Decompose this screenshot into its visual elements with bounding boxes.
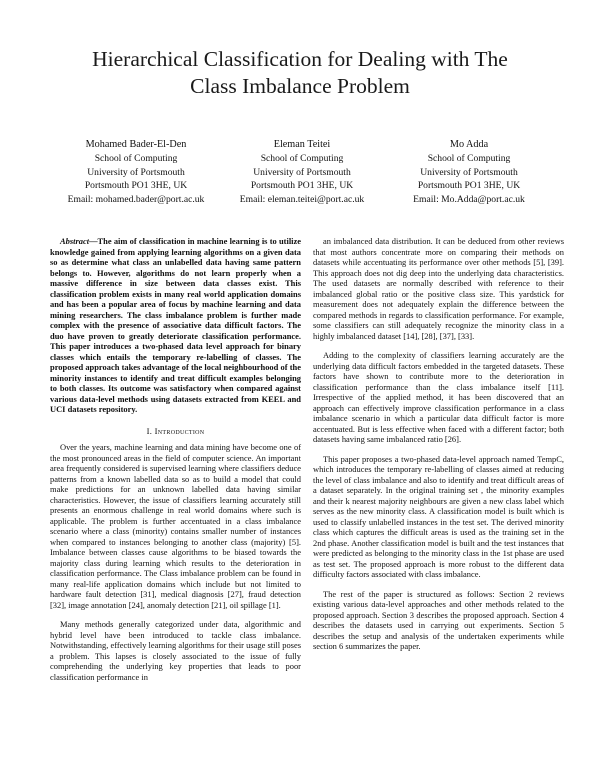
author-2 bbox=[222, 138, 382, 206]
abstract bbox=[50, 236, 301, 415]
left-column bbox=[50, 236, 301, 682]
abstract-text: —The aim of classification in machine learning is to utilize knowledge gained from applying learning algorithms on a given data so as determine what class an unlabelled data having same pattern belongs to. However, algorithms do not learn properly when a massive difference in size between data classes exist. This classification problem exists in many real world application domains and has been a popular area of focus by machine learning and data mining researchers. The class imbalance problem is further made complex with the presence of associative data difficult factors. The duo have proven to greatly deteriorate classification performance. This paper introduces a two-phased data level approach for binary classes which entails the temporary re-labelling of classes. The proposed approach takes advantage of the local neighbourhood of the minority instances to identify and treat difficult examples belonging to both classes. Its outcome was satisfactory when compared against various data-level methods using datasets extracted from KEEL and UCI datasets repository. bbox=[50, 236, 301, 414]
right-paragraph-1: an imbalanced data distribution. It can be deduced from other reviews that most authors concentrate more on comparing their methods on datasets while accentuating its performance over other methods [5], [39]. This approach does not dig deep into the underlying data characteristics. The used datasets are normally described with reference to their imbalanced global ratio or the positive class size. This yardstick for measurement does not adequately explain the difference between the compared methods in regards to classification performance. For example, some classifiers can still adequately recognize the minority class in a highly imbalanced dataset [14], [28], [37], [33]. bbox=[313, 236, 564, 341]
author-1 bbox=[36, 138, 236, 206]
right-column bbox=[313, 236, 564, 652]
author-dept: School of Computing bbox=[94, 153, 178, 165]
title-line-2: Class Imbalance Problem bbox=[190, 74, 410, 98]
section-title: Introduction bbox=[154, 425, 205, 436]
author-address: Portsmouth PO1 3HE, UK bbox=[84, 180, 188, 192]
author-dept: School of Computing bbox=[260, 153, 344, 165]
right-paragraph-4: The rest of the paper is structured as follows: Section 2 reviews existing various data-level approaches and other methods related to the proposed approach. Section 3 describes the proposed approach. Section 4 describes the datasets used in carrying out experiments. Section 5 describes the setup and analysis of the undertaken experiments while section 6 summarizes the paper. bbox=[313, 588, 564, 651]
right-paragraph-2: Adding to the complexity of classifiers learning accurately are the underlying data difficult factors embedded in the targeted datasets. These factors have shown to contribute more to the deterioration in classification performance than the class imbalance itself [11]. Irrespective of the applied method, it has been discovered that an approach can effectively improve classification performance in a class imbalance scenario in which a particular data difficult factor is more accentuated. But is less effective when faced with a different factor; both datasets having same imbalanced ratio [26]. bbox=[313, 350, 564, 444]
author-university: University of Portsmouth bbox=[420, 166, 518, 178]
paper-title bbox=[40, 46, 560, 100]
title-line-1: Hierarchical Classification for Dealing with The bbox=[92, 47, 508, 71]
author-email: Email: mohamed.bader@port.ac.uk bbox=[67, 193, 205, 205]
abstract-lead: Abstract bbox=[60, 236, 90, 246]
author-email: Email: eleman.teitei@port.ac.uk bbox=[239, 193, 365, 205]
right-paragraph-3: This paper proposes a two-phased data-level approach named TempC, which introduces the temporary re-labelling of classes aimed at reducing the level of class imbalance and also to identify and treat difficult areas of a dataset separately. In the original training set , the minority examples and their k nearest majority neighbours are given a new class label which serves as the new minority class. A classification model is built which is used to classify unlabelled instances in the test set. The derived minority class which captures the difficult areas is used as the training set in the 2nd phase. Another classification model is built and the test instances that were predicted as belonging to the minority class in the 1st phase are used as test set. The proposed approach is more robust to the different data difficulty factors associated with class imbalance. bbox=[313, 453, 564, 579]
author-3 bbox=[374, 138, 564, 206]
author-university: University of Portsmouth bbox=[87, 166, 185, 178]
author-university: University of Portsmouth bbox=[253, 166, 351, 178]
intro-paragraph-2: Many methods generally categorized under data, algorithmic and hybrid level have been introduced to tackle class imbalance. Notwithstanding, effectively learning algorithms for their usage still poses a problem. This lapses is closely associated to the issue of fully comprehending the underlying key properties that leads to poor classification performance in bbox=[50, 619, 301, 682]
author-address: Portsmouth PO1 3HE, UK bbox=[250, 180, 354, 192]
section-number: I. bbox=[146, 425, 153, 436]
intro-paragraph-1: Over the years, machine learning and data mining have become one of the most pronounced areas in the field of computer science. An important area frequently considered is supervised learning where classifiers deduce patterns from a known labelled data so as to build a model that could make predictions for an unknown labelled data having similar characteristics. However, the issue of classifiers learning accurately still presents an enormous challenge in real world domains where such is applicable. The problem is further accentuated in a class imbalance scenario where a class (minority) contains smaller number of instances when compared to instances belonging to another class (majority) [5]. Imbalance between classes cause algorithms to be biased towards the majority class during learning which results to the deterioration in classification performance. The Class imbalance problem can be found in many real-life application domains which include but not limited to hardware fault detection [31], medical diagnosis [27], fraud detection [32], image annotation [24], anomaly detection [21], oil spillage [1]. bbox=[50, 442, 301, 610]
section-heading-introduction bbox=[50, 426, 301, 437]
author-name: Eleman Teitei bbox=[273, 139, 331, 150]
author-dept: School of Computing bbox=[427, 153, 511, 165]
author-email: Email: Mo.Adda@port.ac.uk bbox=[413, 193, 525, 205]
author-name: Mohamed Bader-El-Den bbox=[85, 139, 187, 150]
author-address: Portsmouth PO1 3HE, UK bbox=[417, 180, 521, 192]
author-name: Mo Adda bbox=[449, 139, 489, 150]
